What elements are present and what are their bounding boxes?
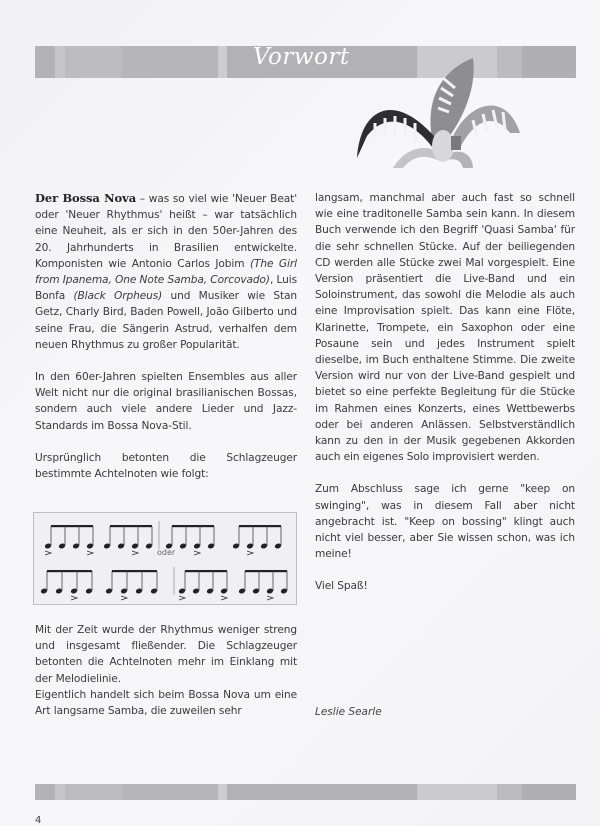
paragraph-60s: In den 60er-Jahren spielten Ensembles aus aller Welt nicht nur die original brasilianischen Bossas, sondern auch viele andere Lieder und Jazz-Standards im Bossa Nova-Stil. [35, 371, 297, 432]
paragraph-closing: Zum Abschluss sage ich gerne "keep on swinging", was in diesem Fall aber nicht angebracht ist. "Keep on bossing" klingt auch nicht viel besser, aber Sie wissen schon, was ich meine! [315, 483, 575, 561]
paragraph-greeting: Viel Spaß! [315, 580, 368, 593]
left-column [35, 190, 297, 482]
paragraph-flow: Mit der Zeit wurde der Rhythmus weniger streng und insgesamt fließender. Die Schlagzeuger betonten die Achtelnoten mehr im Einklang mit der Melodielinie. [35, 624, 297, 685]
bar-segment [497, 784, 522, 800]
bar-segment [218, 784, 227, 800]
left-column-bottom [35, 622, 297, 719]
bar-segment [218, 46, 227, 78]
notation-separator: oder [157, 548, 176, 557]
bar-segment [65, 784, 122, 800]
bar-segment [65, 46, 122, 78]
bar-segment [122, 784, 218, 800]
bar-segment [35, 784, 55, 800]
bar-segment [227, 784, 417, 800]
bar-segment [55, 46, 65, 78]
paragraph-samba: Eigentlich handelt sich beim Bossa Nova um eine Art langsame Samba, die zuweilen sehr [35, 688, 297, 718]
bar-segment [417, 784, 497, 800]
palm-tree-icon [355, 48, 525, 168]
paragraph-cd: langsam, manchmal aber auch fast so schnell wie eine traditonelle Samba sein kann. In diesem Buch verwende ich den Begriff 'Quasi Samba' für die sehr schnellen Stücke. Auf der beiliegenden CD werden alle Stücke zwei Mal vorgespielt. Eine Version präsentiert die Live-Band und ein Soloinstrument, das sowohl die Melodie als auch eine Improvisation spielt. Das kann eine Flöte, Klarinette, Trompete, ein Saxophon oder eine Posaune sein und jedes Instrument spielt dieselbe, im Buch enthaltene Stimme. Die zweite Version wird nur von der Live-Band gespielt und bietet so eine perfekte Begleitung für die Stücke im Rahmen eines Konzerts, eines Wettbewerbs oder bei anderen Anlässen. Selbstverständlich kann zu den in der Musik gegebenen Akkorden auch ein eigenes Solo improvisiert werden. [315, 192, 575, 464]
right-column [315, 190, 575, 595]
rhythm-notation [33, 512, 297, 605]
bar-segment [522, 46, 576, 78]
paragraph-accents: Ursprünglich betonten die Schlagzeuger bestimmte Achtelnoten wie folgt: [35, 451, 297, 481]
bar-segment [522, 784, 576, 800]
eighth-notes-icon [34, 513, 296, 604]
bar-segment [35, 46, 55, 78]
author-signature: Leslie Searle [315, 706, 382, 718]
page-number: 4 [35, 815, 42, 826]
bar-segment [122, 46, 218, 78]
bar-segment [55, 784, 65, 800]
intro-paragraph: Der Bossa Nova – was so viel wie 'Neuer Beat' oder 'Neuer Rhythmus' heißt – war tatsächlich eine Neuheit, als er sich in den 50er-Jahren des 20. Jahrhunderts in Brasilien entwickelte. Komponisten wie Antonio Carlos Jobim (The Girl from Ipanema, One Note Samba, Corcovado), Luis Bonfa (Black Orpheus) und Musiker wie Stan Getz, Charly Bird, Baden Powell, João Gilberto und seine Frau, die Sängerin Astrud, verhalfen dem neuen Rhythmus zu großer Popularität. [35, 191, 298, 351]
lead-term: Der Bossa Nova [35, 191, 137, 205]
page-title: Vorwort [253, 44, 350, 70]
footer-bar [35, 784, 576, 800]
